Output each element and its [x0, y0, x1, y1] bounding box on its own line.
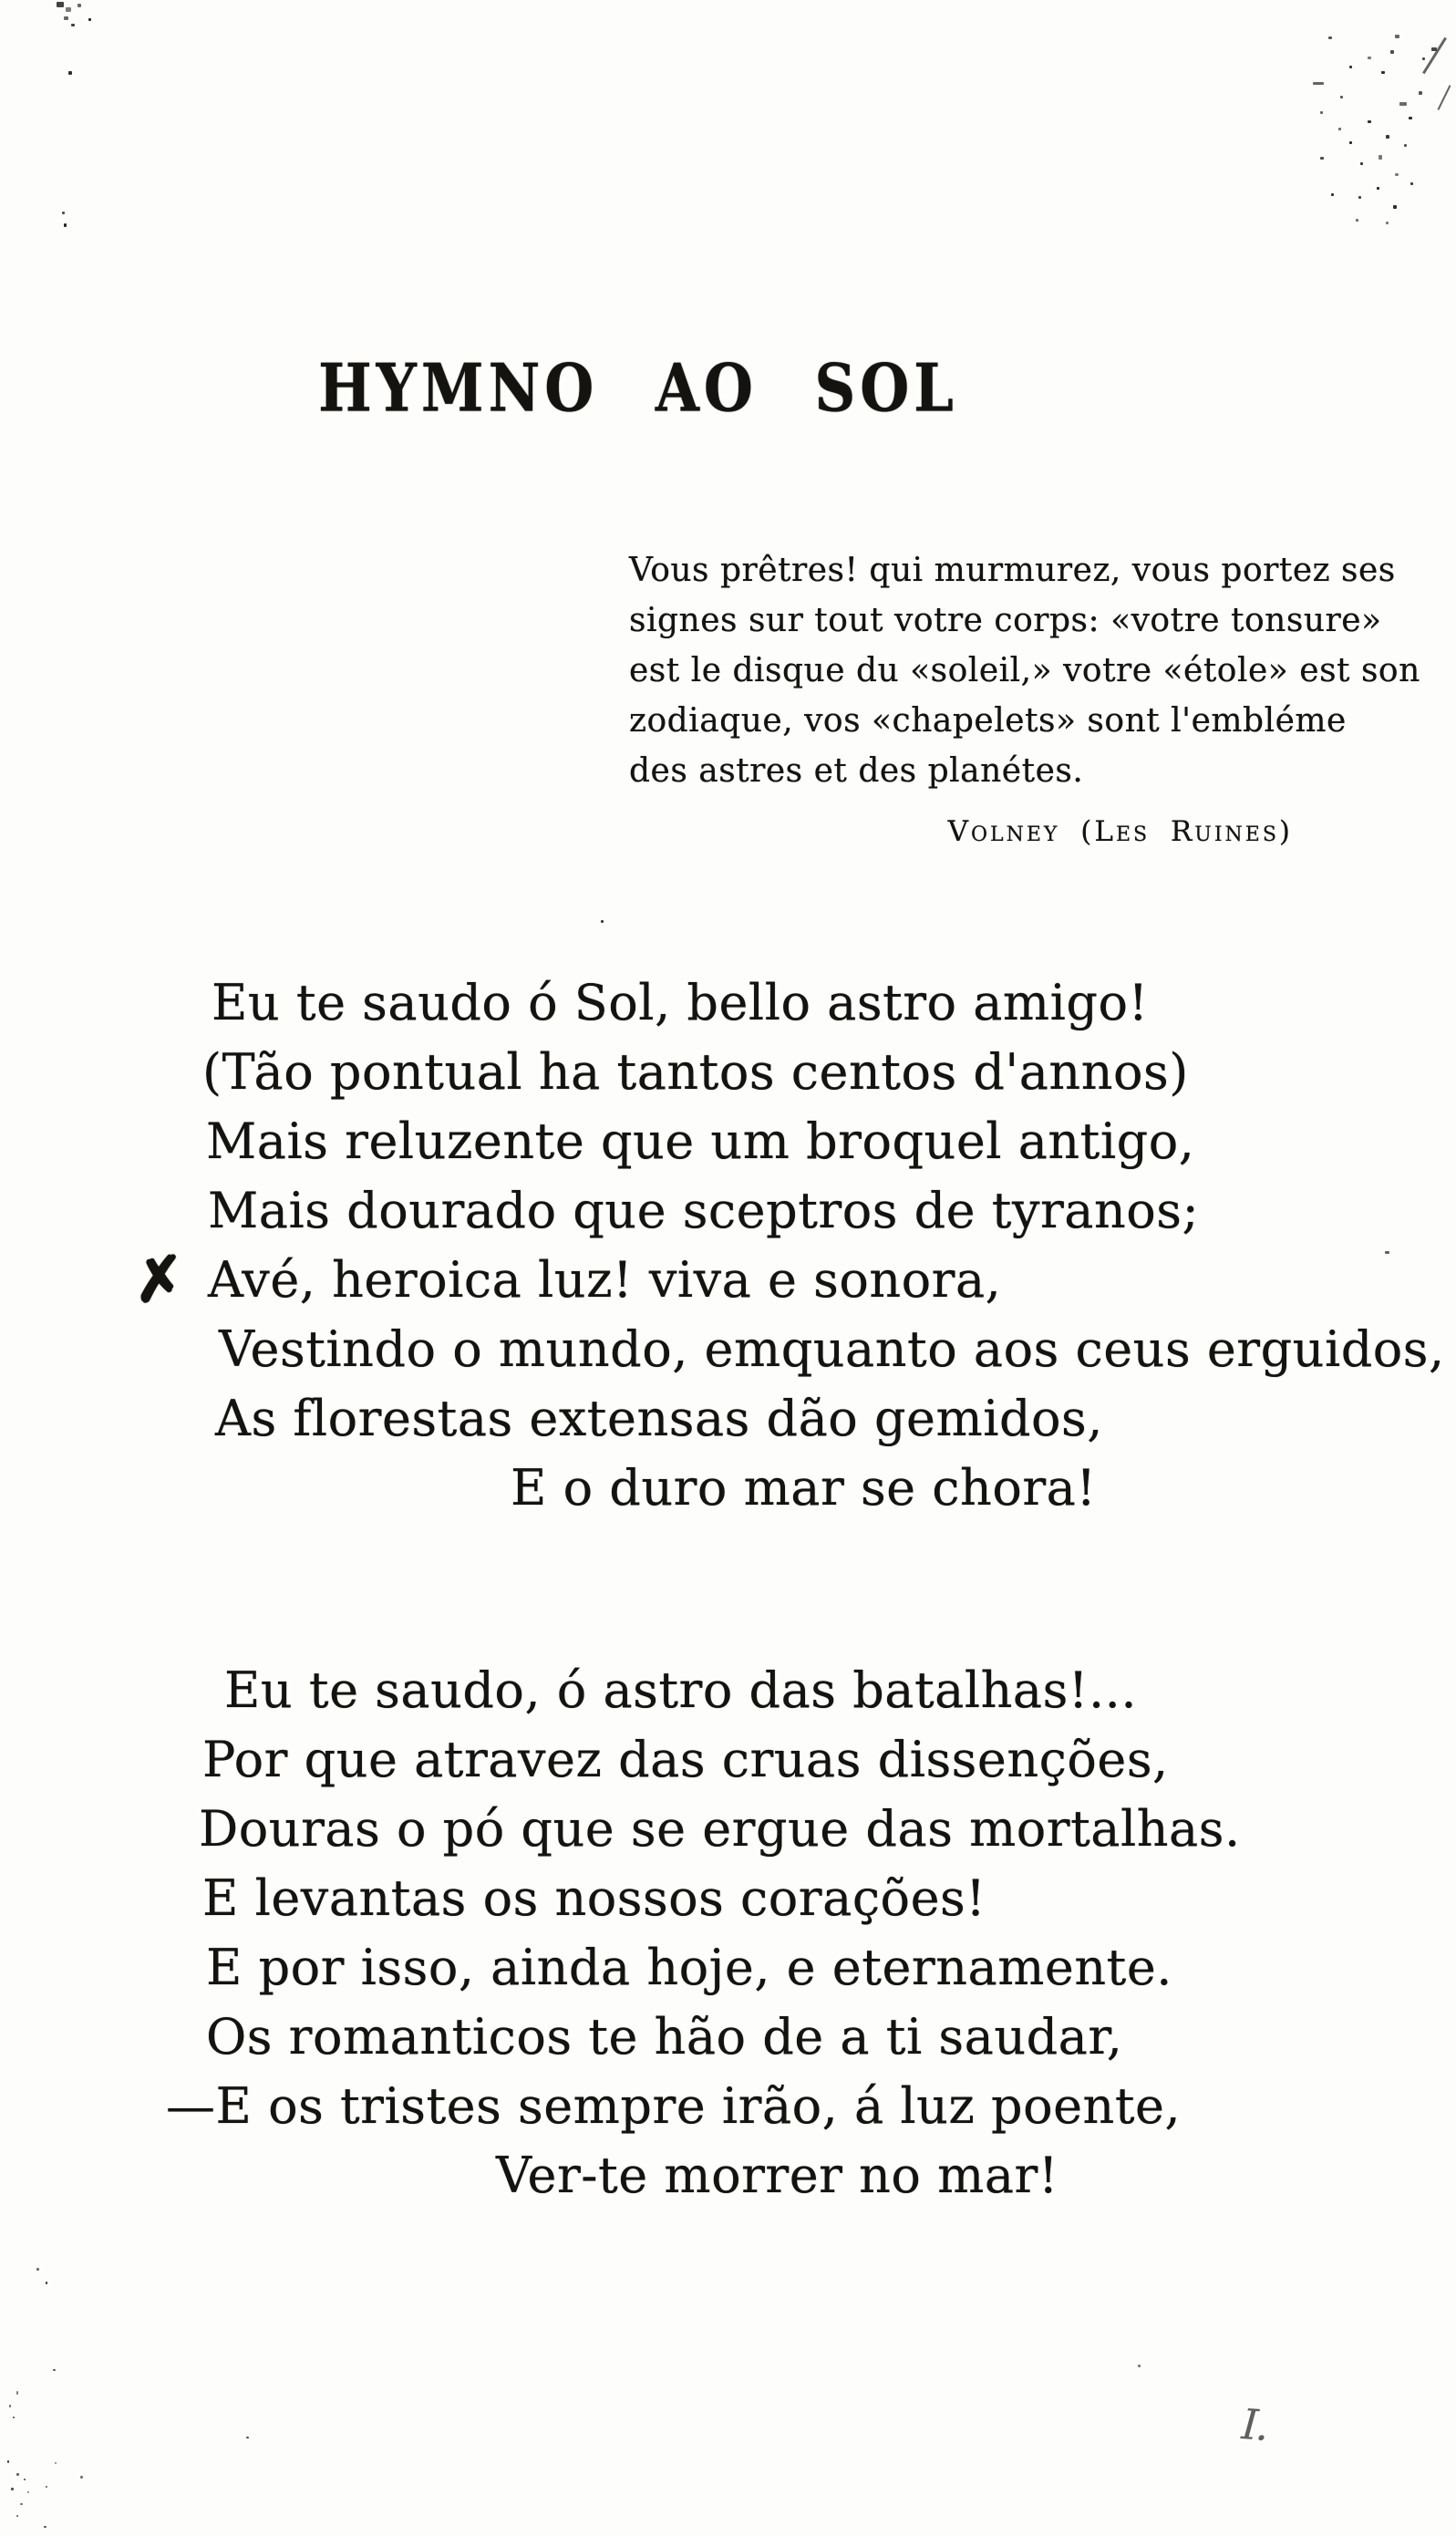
- scan-speck: [1399, 102, 1407, 106]
- scan-speck: [1377, 187, 1379, 190]
- scan-speck: [1395, 173, 1399, 176]
- scan-speck: [1328, 36, 1332, 39]
- scan-speck: [68, 71, 72, 75]
- scan-speck: [1349, 66, 1352, 68]
- epigraph-attribution: Volney (Les Ruines): [947, 815, 1293, 848]
- scan-speck: [1331, 193, 1334, 196]
- poem-line: [208, 1176, 1445, 1246]
- scan-speck: [77, 4, 81, 7]
- scan-speck: [601, 920, 604, 923]
- poem-line: Os romanticos te hão de a ti saudar,: [206, 2008, 1123, 2065]
- epigraph-line: est le disque du «soleil,» votre «étole» est son: [629, 652, 1420, 689]
- scan-speck: [7, 2460, 9, 2463]
- scan-speck: [1138, 2365, 1141, 2367]
- scan-speck: [64, 223, 67, 227]
- stanza-1: [128, 968, 1445, 1523]
- faint-signature-mark: I.: [1240, 2399, 1268, 2450]
- scan-speck: [1320, 111, 1323, 114]
- scan-speck: [1390, 50, 1394, 54]
- scan-speck: [246, 2437, 249, 2438]
- poem-line: [128, 1242, 1445, 1318]
- scan-speck: [46, 2486, 47, 2488]
- scan-scratch: [1422, 37, 1447, 75]
- poem-line: Eu te saudo ó Sol, bello astro amigo!: [212, 974, 1149, 1031]
- poem-line: As florestas extensas dão gemidos,: [215, 1390, 1103, 1447]
- scan-speck: [27, 2491, 29, 2493]
- handwritten-cross-mark: ✗: [128, 1242, 191, 1318]
- scan-speck: [1338, 128, 1341, 130]
- scan-speck: [1368, 57, 1371, 59]
- scan-speck: [55, 2462, 57, 2464]
- scan-speck: [1410, 182, 1413, 185]
- poem-line: Por que atravez das cruas dissenções,: [202, 1731, 1169, 1788]
- scan-speck: [1356, 219, 1358, 222]
- epigraph-line: zodiaque, vos «chapelets» sont l'embléme: [629, 702, 1347, 740]
- scan-speck: [16, 2391, 18, 2395]
- poem-line: (Tão pontual ha tantos centos d'annos): [202, 1043, 1189, 1101]
- scan-speck: [1386, 222, 1389, 224]
- stanza-2: [166, 1656, 1241, 2210]
- epigraph-line: Vous prêtres! qui murmurez, vous portez ses: [629, 552, 1396, 589]
- poem-line: Eu te saudo, ó astro das batalhas!...: [224, 1661, 1137, 1719]
- scan-speck: [1349, 141, 1352, 144]
- poem-line: Ver-te morrer no mar!: [496, 2147, 1059, 2204]
- poem-line: E levantas os nossos corações!: [202, 1869, 986, 1927]
- poem-line-text: Mais dourado que sceptros de tyranos;: [208, 1182, 1200, 1239]
- scan-speck: [36, 2268, 39, 2271]
- scan-speck: [71, 24, 75, 26]
- scan-speck: [1393, 205, 1397, 209]
- epigraph: [629, 545, 1420, 857]
- scan-speck: [1379, 155, 1382, 160]
- page-title: HYMNO AO SOL: [318, 349, 958, 427]
- scan-speck: [1381, 71, 1385, 74]
- scan-speck: [80, 2476, 83, 2479]
- poem-line: Douras o pó que se ergue das mortalhas.: [199, 1800, 1241, 1858]
- poem-line: —E os tristes sempre irão, á luz poente,: [166, 2077, 1182, 2135]
- scan-speck: [64, 16, 68, 20]
- scan-speck: [66, 7, 71, 12]
- scan-speck: [1395, 35, 1399, 38]
- scan-speck: [1385, 1251, 1389, 1254]
- scan-speck: [1358, 196, 1361, 199]
- poem-line: Vestindo o mundo, emquanto aos ceus erguidos,: [219, 1320, 1445, 1378]
- epigraph-line: des astres et des planétes.: [629, 752, 1084, 790]
- scan-speck: [20, 2503, 23, 2505]
- scan-speck: [16, 2515, 18, 2517]
- scan-speck: [1368, 120, 1371, 123]
- scan-speck: [13, 2417, 15, 2418]
- scan-speck: [1409, 117, 1412, 119]
- scan-speck: [1340, 96, 1343, 98]
- poem-line: Mais reluzente que um broquel antigo,: [206, 1113, 1195, 1170]
- scan-speck: [1320, 157, 1324, 160]
- scan-speck: [11, 2488, 14, 2490]
- scan-speck: [1313, 82, 1324, 85]
- scan-speck: [46, 2282, 47, 2284]
- scan-scratch: [1438, 85, 1451, 110]
- scan-speck: [1419, 91, 1422, 95]
- scan-speck: [24, 2479, 26, 2480]
- scan-speck: [62, 212, 65, 214]
- scan-speck: [57, 2, 64, 7]
- scan-speck: [88, 18, 91, 21]
- epigraph-line: signes sur tout votre corps: «votre tonsure»: [629, 602, 1382, 639]
- scan-speck: [44, 2526, 46, 2528]
- scan-speck: [9, 2405, 11, 2407]
- scan-speck: [1422, 57, 1425, 60]
- scan-speck: [16, 2473, 19, 2476]
- scan-speck: [1386, 135, 1389, 139]
- poem-line: E por isso, ainda hoje, e eternamente.: [206, 1939, 1172, 1996]
- scan-speck: [53, 2369, 56, 2371]
- scan-speck: [1404, 144, 1407, 147]
- scan-speck: [1360, 162, 1363, 165]
- poem-line-text: Avé, heroica luz! viva e sonora,: [208, 1251, 1002, 1309]
- poem-line: E o duro mar se chora!: [511, 1459, 1097, 1516]
